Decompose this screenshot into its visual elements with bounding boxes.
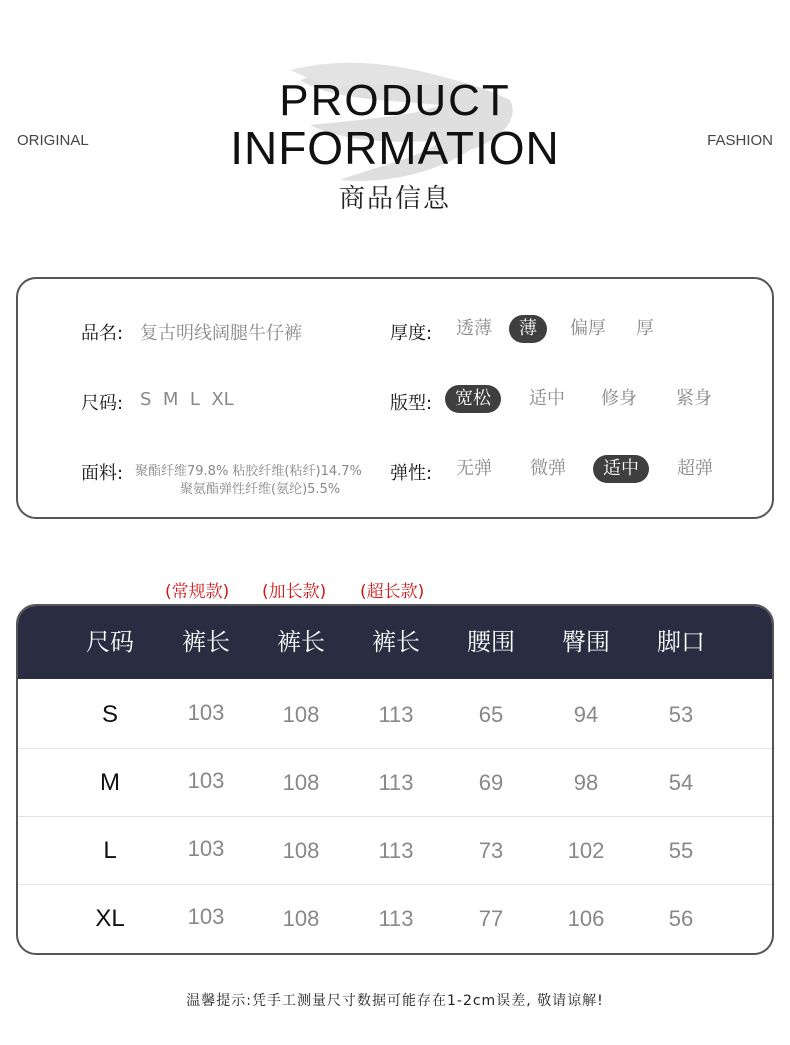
table-row [18, 885, 772, 953]
cell-length-long: 108 [282, 906, 320, 931]
fit-option: 紧身 [676, 388, 712, 409]
thickness-label: 厚度: [390, 323, 433, 344]
cell-length-regular: 103 [187, 700, 225, 725]
name-value: 复古明线阔腿牛仔裤 [140, 323, 302, 344]
header-length-long: 裤长 [277, 628, 325, 656]
cell-size: XL [95, 905, 125, 932]
fabric-label: 面料: [81, 463, 124, 484]
fashion-label: FASHION [707, 132, 773, 149]
cell-hip: 98 [573, 770, 599, 795]
measurement-note: 温馨提示:凭手工测量尺寸数据可能存在1-2cm误差, 敬请谅解! [186, 993, 604, 1009]
cell-length-regular: 103 [187, 768, 225, 793]
cell-length-extra-long: 113 [378, 906, 414, 931]
title-information: INFORMATION [230, 122, 560, 174]
cell-hem: 53 [668, 702, 694, 727]
cell-waist: 65 [478, 702, 504, 727]
variant-regular: (常规款) [165, 582, 230, 602]
cell-length-long: 108 [282, 702, 320, 727]
cell-hem: 54 [668, 770, 694, 795]
cell-length-regular: 103 [187, 904, 225, 929]
cell-hip: 94 [573, 702, 599, 727]
variant-extra-long: (超长款) [360, 582, 425, 602]
title-product: PRODUCT [279, 76, 511, 125]
cell-length-long: 108 [282, 838, 320, 863]
thickness-option-selected: 薄 [509, 315, 547, 343]
size-table [16, 604, 774, 955]
size-label: 尺码: [81, 393, 124, 414]
elasticity-label: 弹性: [390, 463, 433, 484]
name-label: 品名: [81, 323, 124, 344]
header-waist: 腰围 [467, 628, 515, 656]
cell-hem: 56 [668, 906, 694, 931]
header-hip: 臀围 [562, 628, 610, 656]
cell-hem: 55 [668, 838, 694, 863]
fit-option: 修身 [601, 388, 637, 409]
cell-hip: 106 [567, 906, 605, 931]
subtitle-product-info: 商品信息 [338, 184, 451, 214]
thickness-option: 厚 [636, 318, 654, 339]
cell-length-extra-long: 113 [378, 770, 414, 795]
table-row [18, 749, 772, 817]
fabric-line-2: 聚氨酯弹性纤维(氨纶)5.5% [180, 482, 341, 497]
cell-waist: 69 [478, 770, 504, 795]
table-row [18, 681, 772, 749]
elasticity-option: 无弹 [456, 458, 492, 479]
header-size: 尺码 [86, 628, 134, 656]
elasticity-option-selected: 适中 [593, 455, 649, 483]
cell-size: S [101, 701, 118, 728]
fabric-line-1: 聚酯纤维79.8% 粘胶纤维(粘纤)14.7% [135, 464, 362, 479]
fit-option-selected: 宽松 [445, 385, 501, 413]
header-length-extra-long: 裤长 [372, 628, 420, 656]
original-label: ORIGINAL [17, 132, 89, 149]
cell-length-long: 108 [282, 770, 320, 795]
thickness-option: 偏厚 [570, 318, 606, 339]
header-length-regular: 裤长 [182, 628, 230, 656]
cell-hip: 102 [567, 838, 605, 863]
cell-length-extra-long: 113 [378, 838, 414, 863]
thickness-option: 透薄 [456, 318, 492, 339]
fit-option: 适中 [529, 388, 565, 409]
product-info-box [16, 277, 774, 519]
cell-waist: 73 [478, 838, 504, 863]
fit-label: 版型: [390, 393, 433, 414]
table-header [18, 606, 772, 679]
size-value: S M L XL [140, 389, 234, 410]
cell-waist: 77 [478, 906, 504, 931]
table-row [18, 817, 772, 885]
elasticity-option: 微弹 [530, 458, 566, 479]
cell-length-regular: 103 [187, 836, 225, 861]
variant-long: (加长款) [262, 582, 327, 602]
elasticity-option: 超弹 [677, 458, 713, 479]
cell-length-extra-long: 113 [378, 702, 414, 727]
header-hem: 脚口 [657, 628, 705, 656]
cell-size: M [100, 769, 120, 796]
cell-size: L [103, 837, 117, 864]
